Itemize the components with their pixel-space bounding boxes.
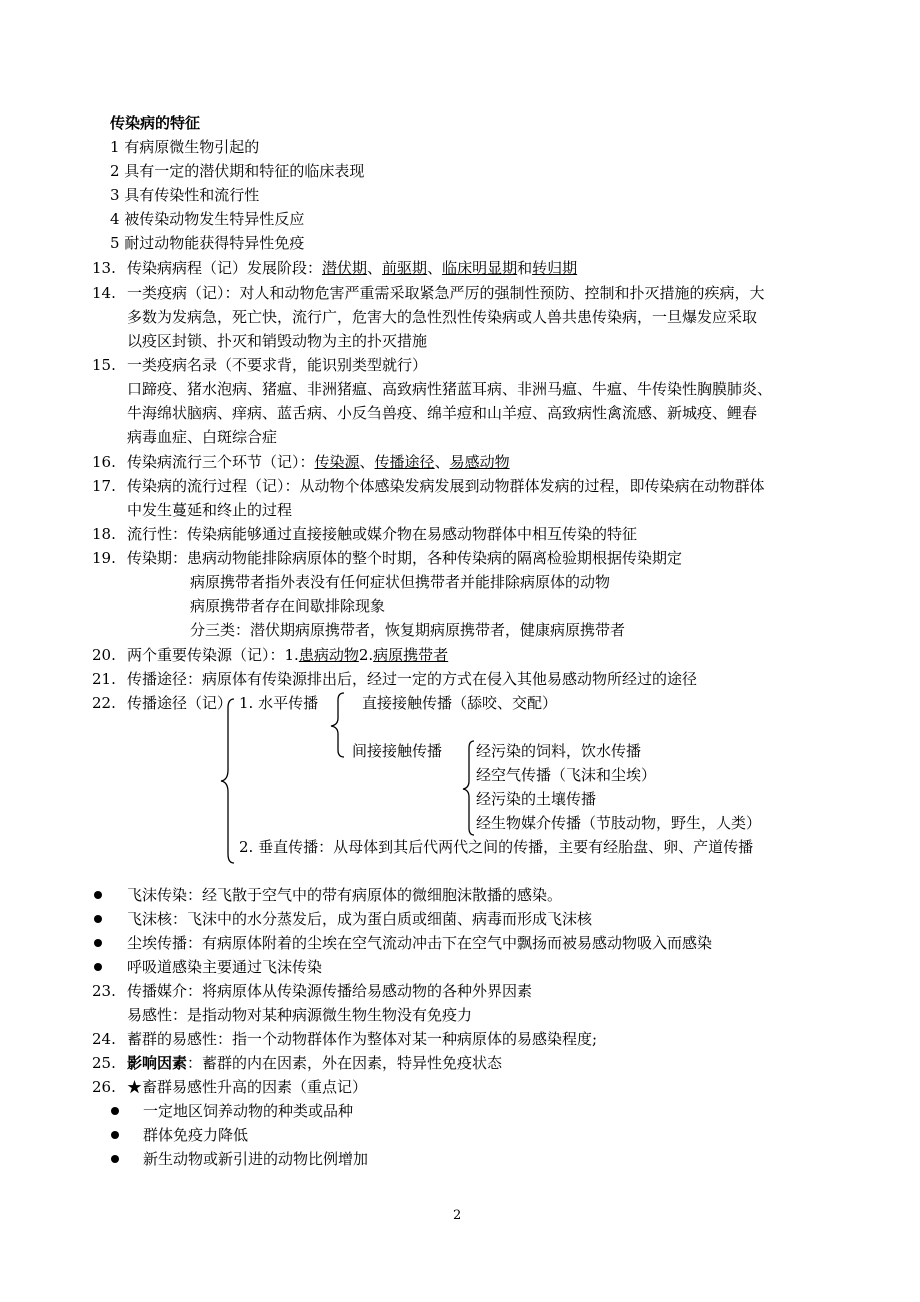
item-number: 19. xyxy=(92,549,116,567)
stage-incubation: 潜伏期 xyxy=(322,259,368,277)
vertical-transmission: 2. 垂直传播：从母体到其后代两代之间的传播，主要有经胎盘、卵、产道传播 xyxy=(239,838,754,856)
item-number: 22. xyxy=(92,694,116,712)
factors-label: 影响因素 xyxy=(127,1054,188,1072)
indirect-route: 经污染的饲料，饮水传播 xyxy=(476,742,642,760)
item-number: 20. xyxy=(92,646,116,664)
horizontal-brace xyxy=(327,692,347,758)
bullet-text: 群体免疫力降低 xyxy=(143,1126,249,1144)
feature-item: 3 具有传染性和流行性 xyxy=(110,186,260,204)
direct-contact: 直接接触传播（舔咬、交配） xyxy=(362,694,558,712)
item-19-sub: 分三类：潜伏期病原携带者，恢复期病原携带者，健康病原携带者 xyxy=(190,621,626,639)
item-number: 15. xyxy=(92,356,116,374)
stage-prodromal: 前驱期 xyxy=(382,259,428,277)
item-number: 24. xyxy=(92,1030,116,1048)
item-19-sub: 病原携带者指外表没有任何症状但携带者并能排除病原体的动物 xyxy=(190,573,611,591)
item-number: 16. xyxy=(92,453,116,471)
item-21-text: 传播途径：病原体有传染源排出后，经过一定的方式在侵入其他易感动物所经过的途径 xyxy=(127,670,698,688)
bullet-text: 一定地区饲养动物的种类或品种 xyxy=(143,1102,354,1120)
stage-outcome: 转归期 xyxy=(532,259,578,277)
feature-item: 4 被传染动物发生特异性反应 xyxy=(110,210,305,228)
item-18-text: 流行性：传染病能够通过直接接触或媒介物在易感动物群体中相互传染的特征 xyxy=(127,525,638,543)
item-19-text: 传染期：患病动物能排除病原体的整个时期，各种传染病的隔离检验期根据传染期定 xyxy=(127,549,683,567)
item-17-line: 传染病的流行过程（记）：从动物个体感染发病发展到动物群体发病的过程，即传染病在动物群体 xyxy=(127,477,765,495)
bullet-icon xyxy=(94,915,102,923)
item-23-sub: 易感性：是指动物对某种病源微生物生物没有免疫力 xyxy=(127,1006,473,1024)
bullet-icon xyxy=(94,963,102,971)
item-15-line: 口蹄疫、猪水泡病、猪瘟、非洲猪瘟、高致病性猪蓝耳病、非洲马瘟、牛瘟、牛传染性胸膜肺炎、 xyxy=(127,380,773,398)
feature-item: 5 耐过动物能获得特异性免疫 xyxy=(110,234,305,252)
item-23-text: 传播媒介：将病原体从传染源传播给易感动物的各种外界因素 xyxy=(127,982,533,1000)
item-number: 26. xyxy=(92,1078,116,1096)
horizontal-transmission: 1. 水平传播 xyxy=(239,694,319,712)
item-14-line: 多数为发病急，死亡快，流行广，危害大的急性烈性传染病或人兽共患传染病，一旦爆发应采取 xyxy=(127,308,758,326)
bullet-icon xyxy=(111,1107,119,1115)
item-number: 23. xyxy=(92,982,116,1000)
bullet-icon xyxy=(94,939,102,947)
bullet-text: 飞沫核：飞沫中的水分蒸发后，成为蛋白质或细菌、病毒而形成飞沫核 xyxy=(127,910,593,928)
bullet-text: 飞沫传染：经飞散于空气中的带有病原体的微细胞沫散播的感染。 xyxy=(127,886,563,904)
item-15-line: 病毒血症、白斑综合症 xyxy=(127,428,278,446)
indirect-route: 经生物媒介传播（节肢动物，野生，人类） xyxy=(476,814,762,832)
item-14-line: 一类疫病（记）：对人和动物危害严重需采取紧急严厉的强制性预防、控制和扑灭措施的疾病，大 xyxy=(127,284,765,302)
section-title: 传染病的特征 xyxy=(110,114,201,132)
route-diagram-label: 传播途径（记） xyxy=(127,694,233,712)
source-carrier: 病原携带者 xyxy=(373,646,449,664)
page-number: 2 xyxy=(453,1208,462,1223)
item-25-text: 影响因素：蓄群的内在因素，外在因素，特异性免疫状态 xyxy=(127,1054,503,1072)
item-13-text: 传染病病程（记）发展阶段：潜伏期、前驱期、临床明显期和转归期 xyxy=(127,259,578,277)
indirect-route: 经污染的土壤传播 xyxy=(476,790,597,808)
bullet-text: 新生动物或新引进的动物比例增加 xyxy=(143,1150,369,1168)
source-sick-animal: 患病动物 xyxy=(298,646,359,664)
feature-item: 2 具有一定的潜伏期和特征的临床表现 xyxy=(110,162,365,180)
link-susceptible: 易感动物 xyxy=(449,453,510,471)
item-number: 13. xyxy=(92,259,116,277)
item-number: 18. xyxy=(92,525,116,543)
item-24-text: 蓄群的易感性：指一个动物群体作为整体对某一种病原体的易感染程度; xyxy=(127,1030,598,1048)
item-number: 21. xyxy=(92,670,116,688)
feature-item: 1 有病原微生物引起的 xyxy=(110,138,260,156)
item-16-text: 传染病流行三个环节（记）：传染源、传播途径、易感动物 xyxy=(127,453,510,471)
item-17-line: 中发生蔓延和终止的过程 xyxy=(127,501,293,519)
item-20-text: 两个重要传染源（记）：1.患病动物2.病原携带者 xyxy=(127,646,449,664)
item-15-line: 牛海绵状脑病、痒病、蓝舌病、小反刍兽疫、绵羊痘和山羊痘、高致病性禽流感、新城疫、鲤春 xyxy=(127,404,758,422)
link-source: 传染源 xyxy=(314,453,360,471)
stage-clinical: 临床明显期 xyxy=(442,259,518,277)
item-19-sub: 病原携带者存在间歇排除现象 xyxy=(190,597,386,615)
item-14-line: 以疫区封锁、扑灭和销毁动物为主的扑灭措施 xyxy=(127,332,428,350)
bullet-text: 尘埃传播：有病原体附着的尘埃在空气流动冲击下在空气中飘扬而被易感动物吸入而感染 xyxy=(127,934,713,952)
bullet-icon xyxy=(111,1155,119,1163)
indirect-contact: 间接接触传播 xyxy=(352,742,443,760)
item-26-text: ★畜群易感性升高的因素（重点记） xyxy=(127,1078,368,1096)
bullet-text: 呼吸道感染主要通过飞沫传染 xyxy=(127,958,323,976)
indirect-brace xyxy=(459,740,477,836)
bullet-icon xyxy=(94,891,102,899)
item-15-line: 一类疫病名录（不要求背，能识别类型就行） xyxy=(127,356,428,374)
link-route: 传播途径 xyxy=(374,453,435,471)
main-brace xyxy=(216,698,240,864)
bullet-icon xyxy=(111,1131,119,1139)
item-number: 17. xyxy=(92,477,116,495)
indirect-route: 经空气传播（飞沫和尘埃） xyxy=(476,766,657,784)
item-number: 25. xyxy=(92,1054,116,1072)
item-number: 14. xyxy=(92,284,116,302)
